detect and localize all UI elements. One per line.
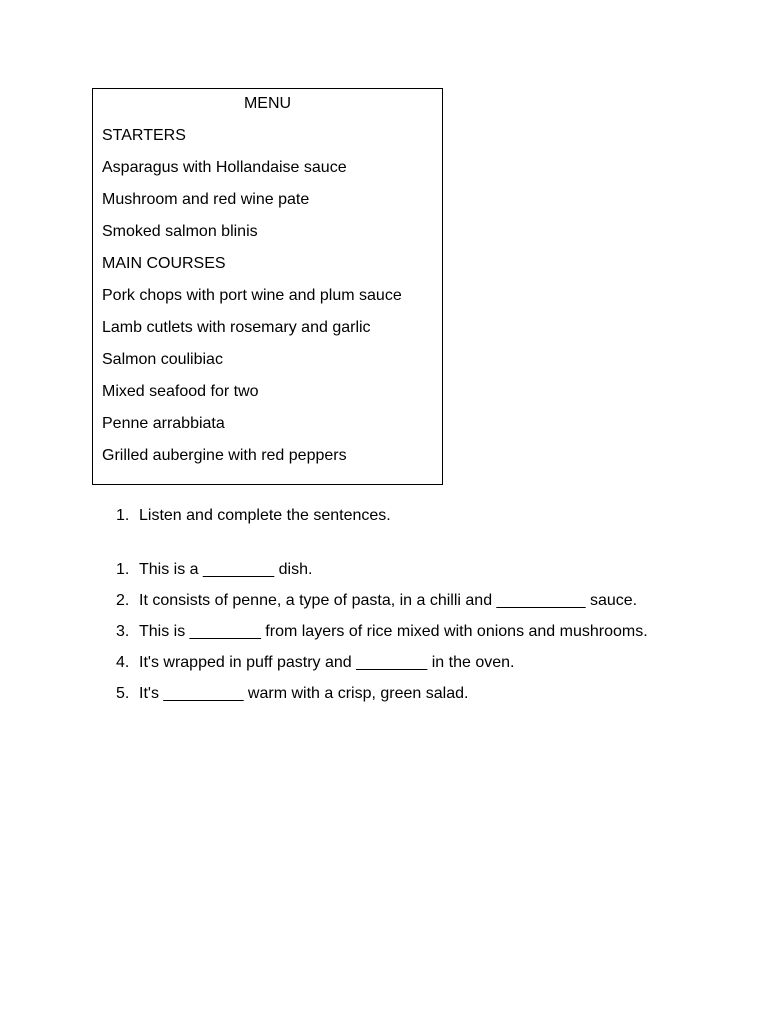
- menu-item: Grilled aubergine with red peppers: [102, 447, 347, 464]
- menu-item: Salmon coulibiac: [102, 351, 223, 368]
- menu-item: Lamb cutlets with rosemary and garlic: [102, 319, 371, 336]
- question-text: It consists of penne, a type of pasta, in a chilli and __________ sauce.: [139, 592, 638, 609]
- menu-item: Penne arrabbiata: [102, 415, 225, 432]
- question-text: This is ________ from layers of rice mixed with onions and mushrooms.: [139, 623, 648, 640]
- menu-item: Mixed seafood for two: [102, 383, 259, 400]
- question-number: 2.: [116, 592, 130, 609]
- question-text: This is a ________ dish.: [139, 561, 313, 578]
- menu-item: Asparagus with Hollandaise sauce: [102, 159, 347, 176]
- question-item: [116, 653, 514, 673]
- menu-item: Mushroom and red wine pate: [102, 191, 310, 208]
- question-item: [116, 591, 637, 611]
- question-number: 1.: [116, 561, 130, 578]
- instruction: [116, 506, 391, 526]
- question-item: [116, 684, 468, 704]
- menu-box: [92, 88, 443, 485]
- question-number: 5.: [116, 685, 130, 702]
- menu-section-main-courses: MAIN COURSES: [102, 255, 226, 272]
- question-number: 4.: [116, 654, 130, 671]
- question-text: It's _________ warm with a crisp, green salad.: [139, 685, 469, 702]
- question-number: 3.: [116, 623, 130, 640]
- menu-item: Pork chops with port wine and plum sauce: [102, 287, 402, 304]
- question-item: [116, 622, 648, 642]
- menu-item: Smoked salmon blinis: [102, 223, 258, 240]
- menu-section-starters: STARTERS: [102, 127, 186, 144]
- instruction-text: Listen and complete the sentences.: [139, 507, 391, 524]
- question-item: [116, 560, 312, 580]
- menu-title: MENU: [243, 95, 292, 112]
- question-text: It's wrapped in puff pastry and ________ in the oven.: [139, 654, 515, 671]
- instruction-number: 1.: [116, 507, 130, 524]
